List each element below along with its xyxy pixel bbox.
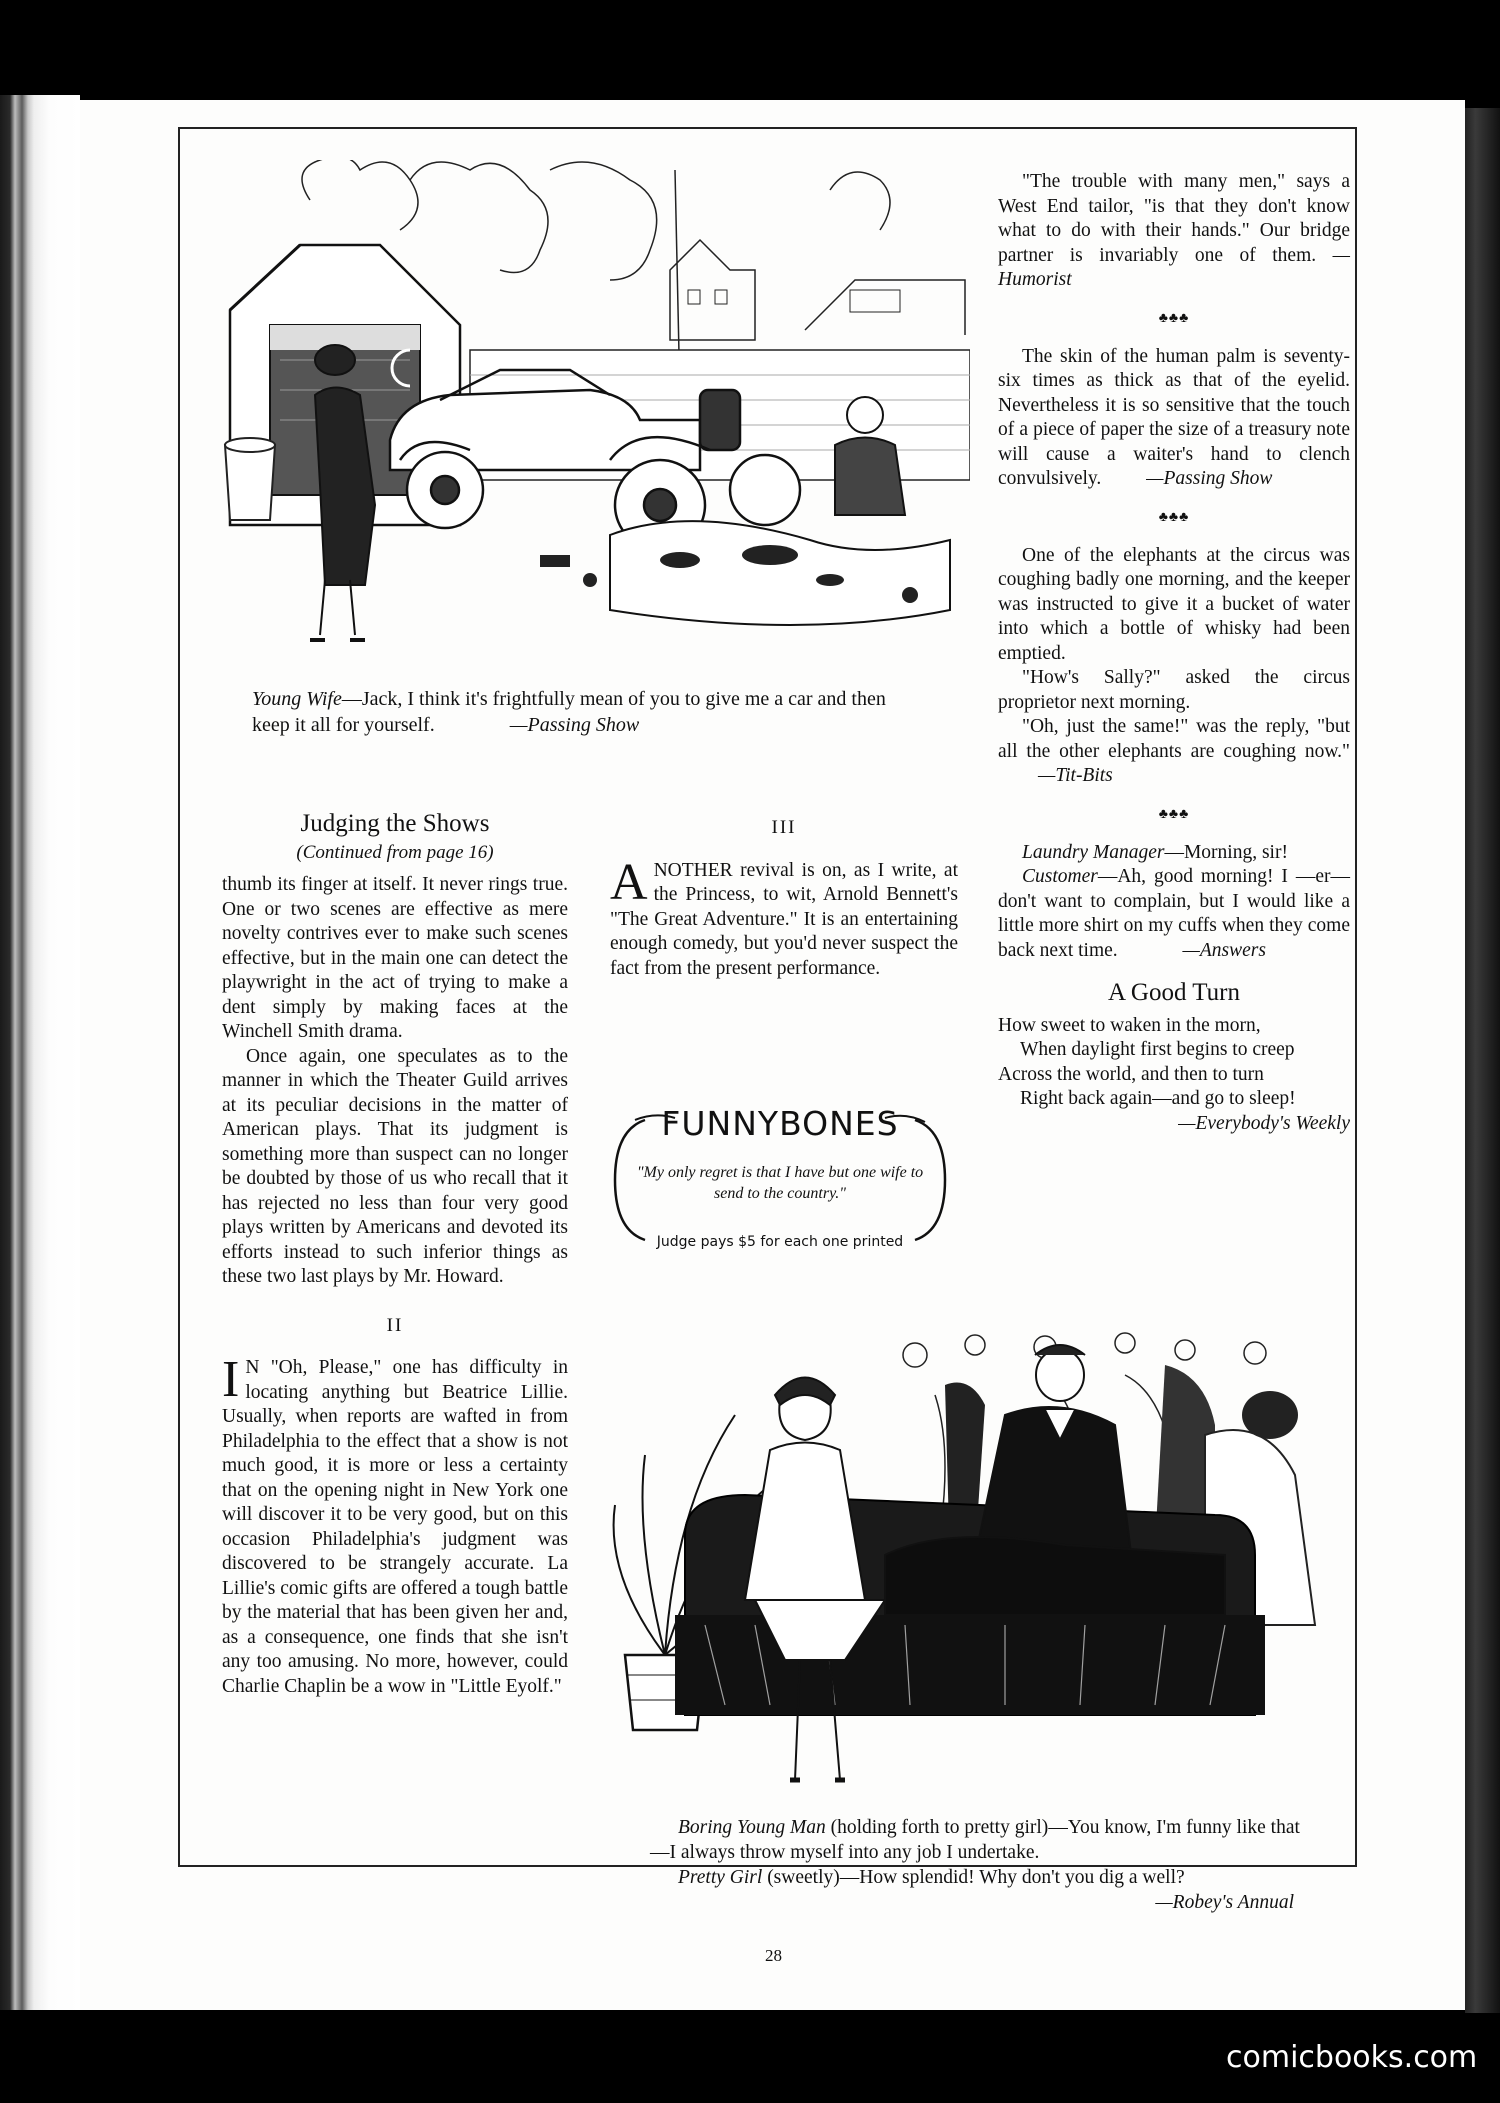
article-title: Judging the Shows bbox=[300, 810, 490, 837]
caption-line-pretty-girl: Pretty Girl (sweetly)—How splendid! Why don't you dig a well? bbox=[678, 1867, 1185, 1888]
page-edge bbox=[1465, 108, 1500, 2013]
article-continued: (Continued from page 16) bbox=[296, 841, 494, 863]
divider: ♣♣♣ bbox=[1158, 310, 1190, 326]
laundry-joke-source: —Answers bbox=[1182, 939, 1266, 961]
section-ii-text: I N "Oh, Please," one has difficulty in locating anything but Beatrice Lillie. Usually, when reports are wafted in from Philadelphia to the effect that a show is not much good, it is more or less a certainty that on the opening night in New York one will discover it to be very good, but on this occasion Philadelphia's judgment was discovered to be strangely accurate. La Lillie's comic gifts are offered a tough battle by the material that has been given her and, as a consequence, one finds that she isn't any too amusing. No more, however, could Charlie Chaplin be a wow in "Little Eyolf." bbox=[222, 1351, 568, 1697]
section-ii-heading: II bbox=[386, 1314, 404, 1336]
article-middle-column bbox=[610, 816, 958, 981]
poem-line-2: When daylight first begins to creep bbox=[1020, 1039, 1295, 1060]
watermark: comicbooks.com bbox=[1226, 2040, 1478, 2075]
funnybones-title: FUNNYBONES bbox=[661, 1104, 899, 1143]
funnybones-quote: "My only regret is that I have but one wife to send to the country." bbox=[636, 1164, 924, 1202]
poem-line-3: Across the world, and then to turn bbox=[998, 1063, 1264, 1085]
page-number: 28 bbox=[765, 1946, 782, 1965]
laundry-joke-l2: Customer—Ah, good morning! I —er—don't want to complain, but I would like a little more shirt on my cuffs when they come back next time. —Answers bbox=[998, 866, 1350, 961]
bottom-cartoon-caption bbox=[650, 1815, 1310, 1915]
funnybones-box bbox=[605, 1100, 955, 1260]
funnybones-footer: Judge pays $5 for each one printed bbox=[656, 1234, 904, 1250]
elephant-joke-p2: "How's Sally?" asked the circus proprietor next morning. bbox=[998, 667, 1350, 713]
article-p1: thumb its finger at itself. It never rings true. One or two scenes are effective as mere novelty contrives ever to make such scenes effective, but in the main one can detect the playwright in the act of trying to make a dent simply by making faces at the Winchell Smith drama. bbox=[222, 874, 568, 1042]
palm-joke-source: —Passing Show bbox=[1146, 468, 1273, 489]
book-binding bbox=[0, 95, 80, 2010]
car-cartoon-illustration bbox=[210, 160, 970, 660]
section-ii-dropcap: I bbox=[222, 1351, 240, 1408]
tailor-joke-source: —Humorist bbox=[998, 244, 1351, 290]
laundry-joke-l1: Laundry Manager—Morning, sir! bbox=[1022, 841, 1288, 863]
elephant-joke-p1: One of the elephants at the circus was coughing badly one morning, and the keeper was instructed to give it a bucket of water into which a bottle of whisky had been emptied. bbox=[998, 544, 1350, 664]
tailor-joke: "The trouble with many men," says a West End tailor, "is that they don't know what to do with their hands." Our bridge partner is invariably one of them. —Humorist bbox=[998, 171, 1351, 290]
section-iii-heading: III bbox=[771, 817, 797, 838]
section-iii-dropcap: A bbox=[610, 853, 648, 911]
poem-source: —Everybody's Weekly bbox=[1178, 1112, 1350, 1134]
article-left-column bbox=[222, 812, 568, 1699]
elephant-joke-source: —Tit-Bits bbox=[1038, 765, 1113, 786]
divider: ♣♣♣ bbox=[1158, 806, 1190, 822]
section-iii-text: ANOTHER revival is on, as I write, at the Princess, to wit, Arnold Bennett's "The Great Adventure." It is an entertaining enough comedy, but you'd never suspect the fact from the present performance. bbox=[610, 853, 958, 979]
right-column bbox=[998, 170, 1350, 1136]
poem-line-4: Right back again—and go to sleep! bbox=[1020, 1088, 1296, 1109]
caption-speaker: Young Wife bbox=[252, 688, 342, 710]
sofa-cartoon-illustration bbox=[605, 1325, 1350, 1805]
divider: ♣♣♣ bbox=[1158, 509, 1190, 525]
caption-line-boring-man: Boring Young Man (holding forth to pretty girl)—You know, I'm funny like that—I always throw myself into any job I undertake. bbox=[650, 1817, 1300, 1863]
bottom-caption-source: —Robey's Annual bbox=[1155, 1892, 1294, 1913]
palm-joke: The skin of the human palm is seventy-six times as thick as that of the eyelid. Nevertheless it is so sensitive that the touch of a piece of paper the size of a treasury note will cause a waiter's hand to clench convulsively. —Passing Show bbox=[998, 345, 1350, 489]
caption-text: —Jack, I think it's frightfully mean of you to give me a car and then keep it all for yourself. bbox=[252, 688, 886, 736]
article-p2: Once again, one speculates as to the manner in which the Theater Guild arrives at its peculiar decisions in the matter of American plays. That its judgment is something more than suspect can no longer be doubted by those of us who recall that it has rejected no less than four very good plays written by Americans and devoted its efforts instead to such inferior things as these two last plays by Mr. Howard. bbox=[222, 1045, 568, 1287]
elephant-joke-p3: "Oh, just the same!" was the reply, "but all the other elephants are coughing now." —Tit-Bits bbox=[998, 716, 1350, 786]
poem-line-1: How sweet to waken in the morn, bbox=[998, 1014, 1261, 1036]
poem-title: A Good Turn bbox=[1108, 979, 1240, 1006]
caption-source: —Passing Show bbox=[509, 714, 640, 736]
top-cartoon-caption bbox=[252, 686, 922, 738]
